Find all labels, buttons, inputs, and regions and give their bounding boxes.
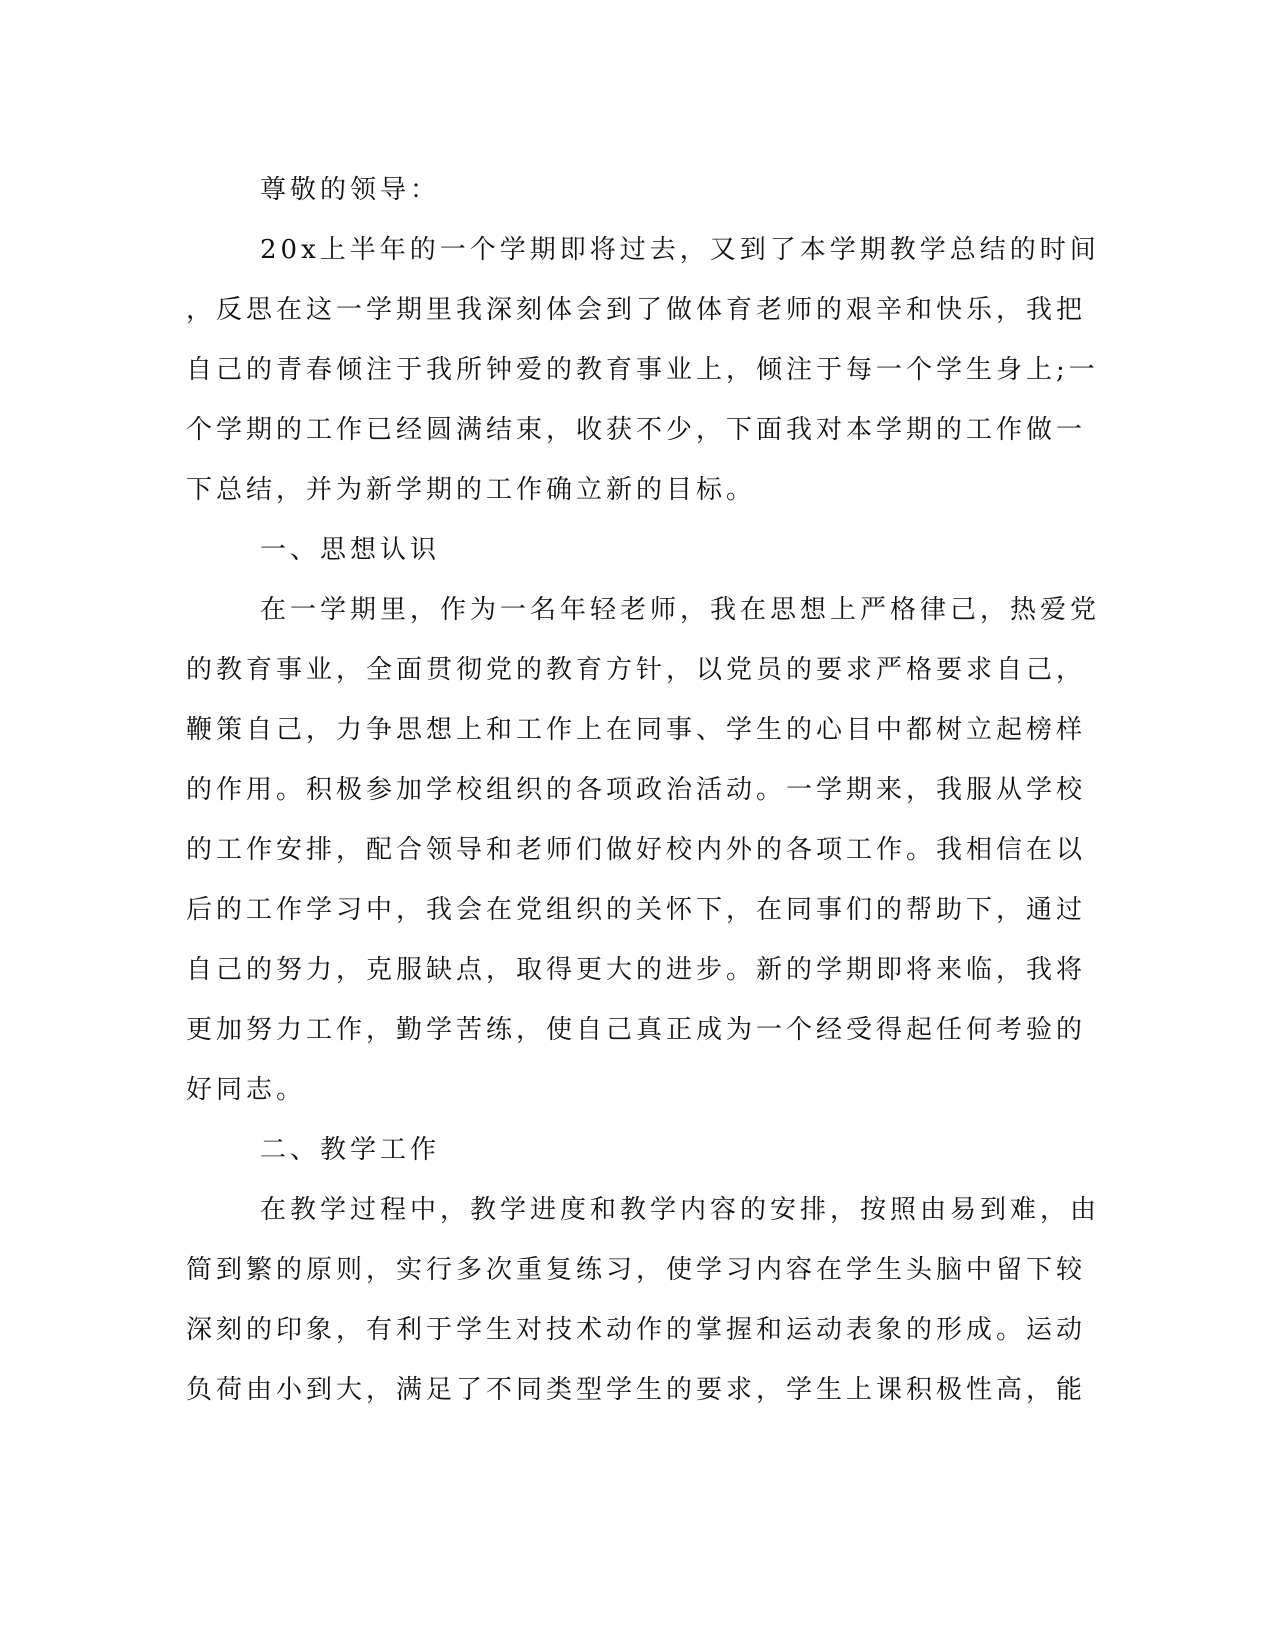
paragraph-line: 在教学过程中，教学进度和教学内容的安排，按照由易到难，由 [260, 1195, 1101, 1225]
paragraph-line: 负荷由小到大，满足了不同类型学生的要求，学生上课积极性高，能 [186, 1375, 1087, 1405]
paragraph-line: 的教育事业，全面贯彻党的教育方针，以党员的要求严格要求自己， [186, 655, 1087, 685]
document-body [186, 160, 1101, 1420]
paragraph-line: 深刻的印象，有利于学生对技术动作的掌握和运动表象的形成。运动 [186, 1315, 1087, 1345]
paragraph-line: 好同志。 [186, 1075, 307, 1105]
paragraph-line: 下总结，并为新学期的工作确立新的目标。 [186, 475, 757, 505]
paragraph-line: 的作用。积极参加学校组织的各项政治活动。一学期来，我服从学校 [186, 775, 1087, 805]
paragraph-line: 20x上半年的一个学期即将过去，又到了本学期教学总结的时间 [260, 235, 1100, 265]
paragraph-line: ，反思在这一学期里我深刻体会到了做体育老师的艰辛和快乐，我把 [186, 295, 1087, 325]
paragraph-line: 在一学期里，作为一名年轻老师，我在思想上严格律己，热爱党 [260, 595, 1101, 625]
paragraph-line: 简到繁的原则，实行多次重复练习，使学习内容在学生头脑中留下较 [186, 1255, 1087, 1285]
greeting-line: 尊敬的领导： [260, 175, 441, 205]
paragraph-line: 自己的努力，克服缺点，取得更大的进步。新的学期即将来临，我将 [186, 955, 1087, 985]
section-heading: 一、思想认识 [260, 535, 441, 565]
paragraph-line: 个学期的工作已经圆满结束，收获不少，下面我对本学期的工作做一 [186, 415, 1087, 445]
paragraph-line: 更加努力工作，勤学苦练，使自己真正成为一个经受得起任何考验的 [186, 1015, 1087, 1045]
paragraph-line: 鞭策自己，力争思想上和工作上在同事、学生的心目中都树立起榜样 [186, 715, 1087, 745]
section-heading: 二、教学工作 [260, 1135, 441, 1165]
paragraph-line: 的工作安排，配合领导和老师们做好校内外的各项工作。我相信在以 [186, 835, 1087, 865]
paragraph-line: 后的工作学习中，我会在党组织的关怀下，在同事们的帮助下，通过 [186, 895, 1087, 925]
paragraph-line: 自己的青春倾注于我所钟爱的教育事业上，倾注于每一个学生身上;一 [186, 355, 1099, 385]
